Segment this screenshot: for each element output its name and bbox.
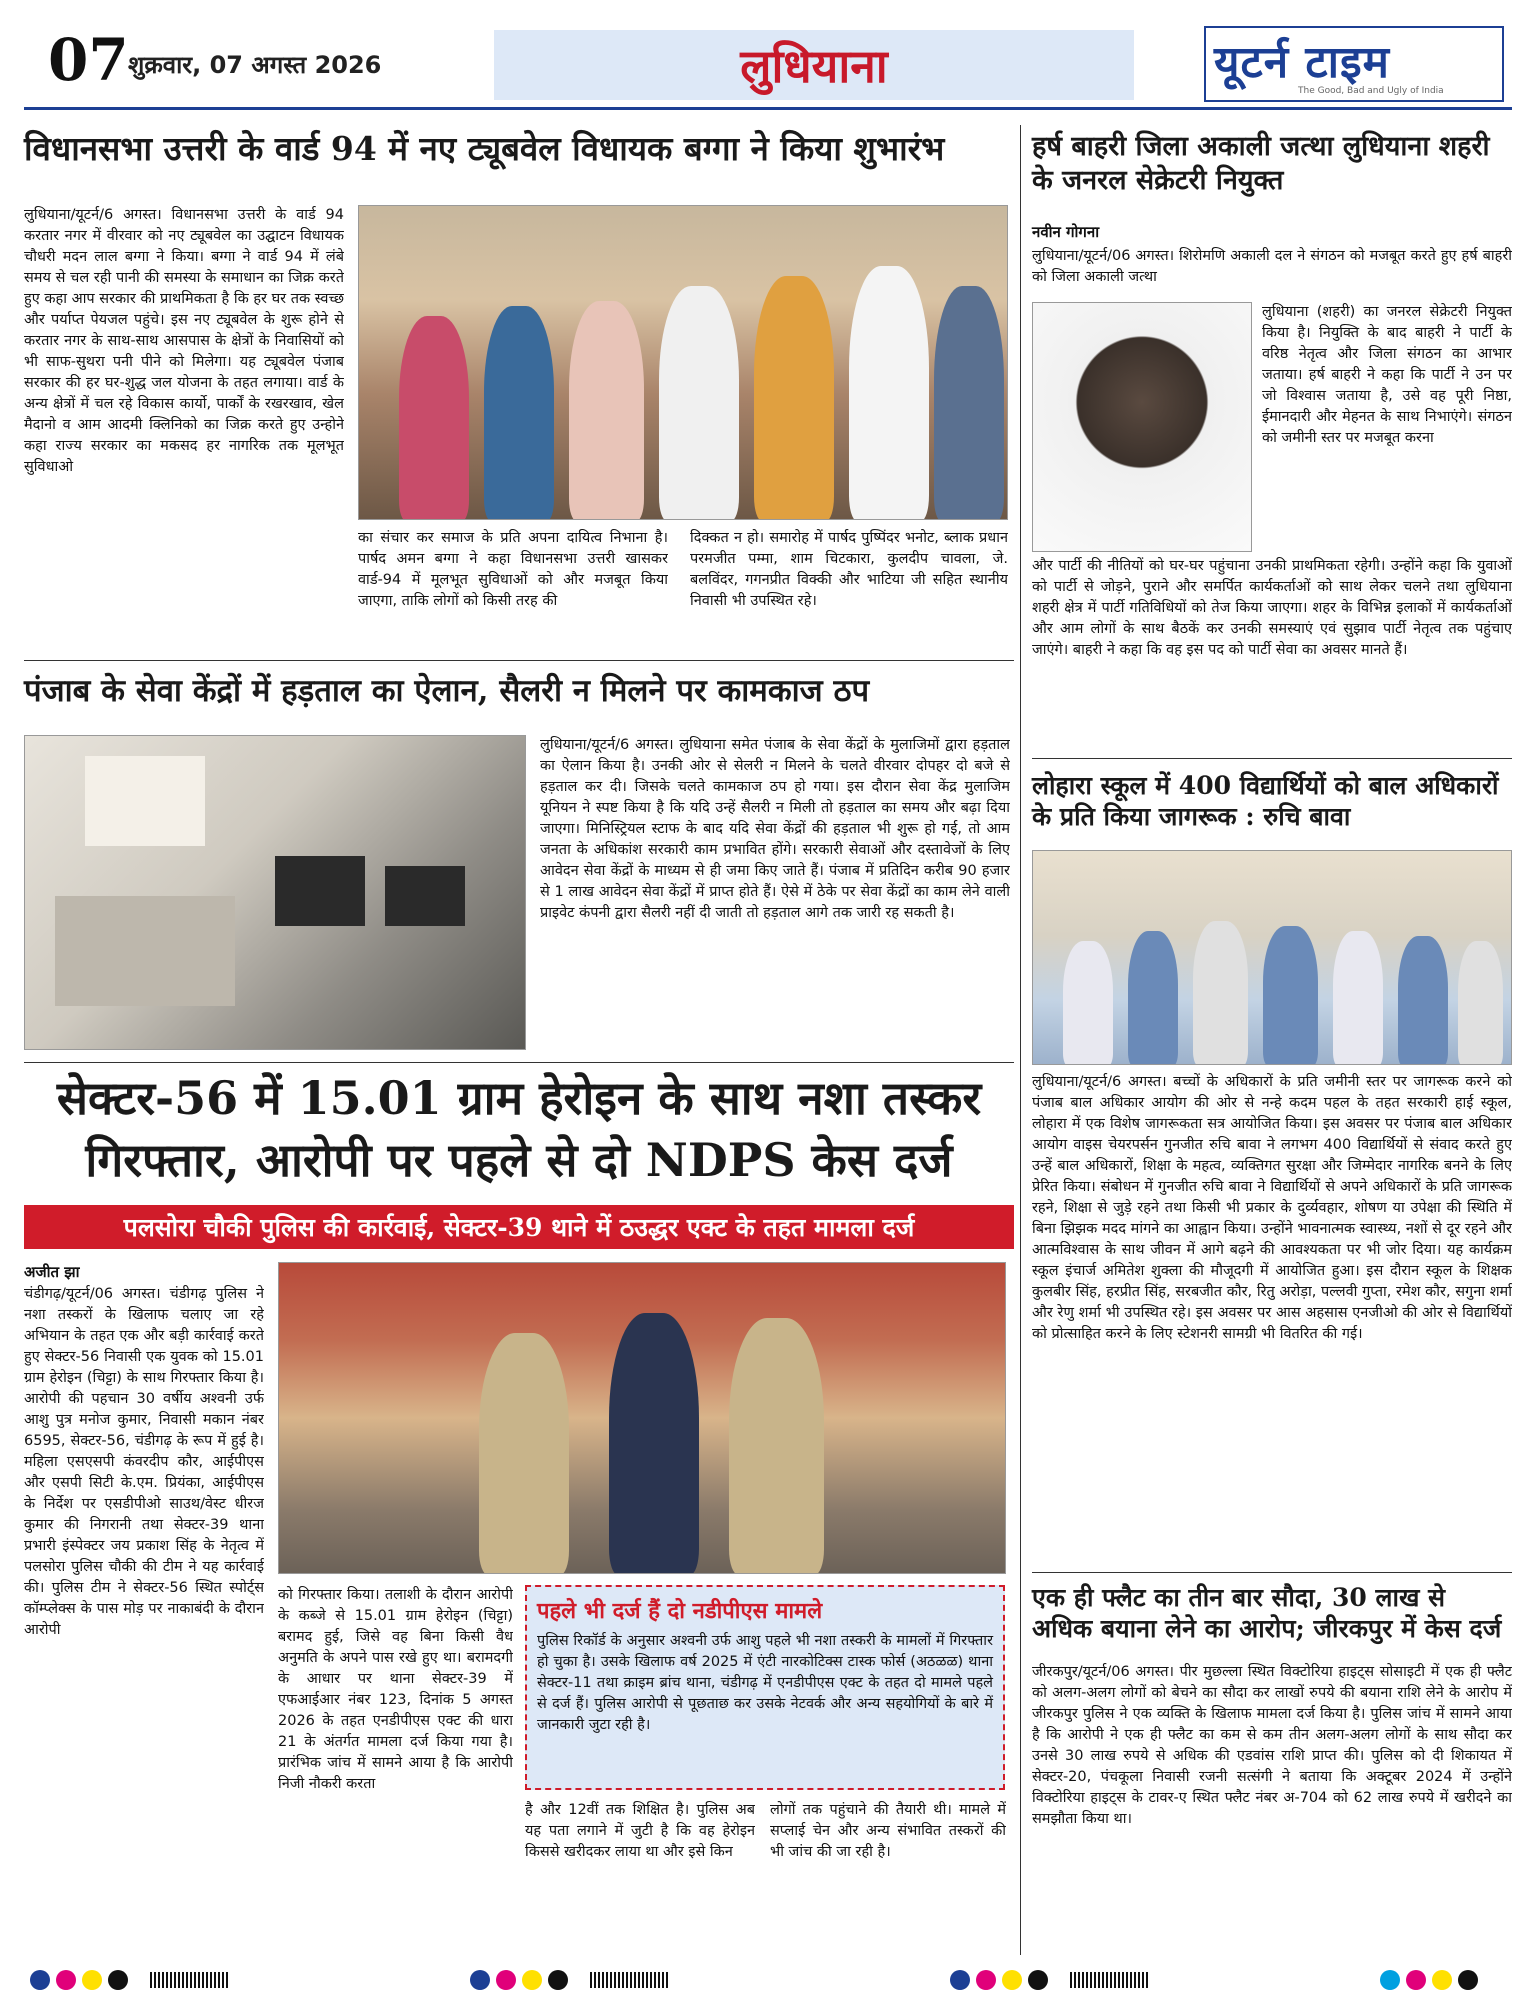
divider	[1032, 1572, 1512, 1573]
article1-col3: दिक्कत न हो। समारोह में पार्षद पुष्पिंदर भनोट, ब्लाक प्रधान परमजीत पम्मा, शाम चिटकारा, कुलदीप चावला, जे. बलविंदर, गगनप्रीत विक्की और भाटिया जी सहित स्थानीय निवासी भी उपस्थित रहे।	[690, 530, 1008, 610]
article4-headline: लोहारा स्कूल में 400 विद्यार्थियों को बाल अधिकारों के प्रति किया जागरूक : रुचि बावा	[1032, 771, 1499, 832]
article5-banner	[24, 1205, 1014, 1249]
article2-rest: और पार्टी की नीतियों को घर-घर पहुंचाना उनकी प्राथमिकता रहेगी। उन्होंने कहा कि युवाओं को पार्टी से जोड़ने, पुराने और समर्पित कार्यकर्ताओं को साथ लेकर चलने तथा लुधियाना शहरी क्षेत्र में पार्टी गतिविधियों को तेज किया जाएगा। शहर के विभिन्न इलाकों में कार्यकर्ताओं और आम लोगों के साथ बैठकें कर उनकी समस्याएं एवं सुझाव पार्टी नेतृत्व तक पहुंचाए जाएंगे। बाहरी ने कहा कि वह इस पद को पार्टी सेवा का अवसर मानते हैं।	[1032, 558, 1512, 659]
stripe-mark	[150, 1972, 230, 1988]
article2-headline: हर्ष बाहरी जिला अकाली जत्था लुधियाना शहरी के जनरल सेक्रेटरी नियुक्त	[1032, 131, 1490, 196]
article4-body: लुधियाना/यूटर्न/6 अगस्त। बच्चों के अधिकारों के प्रति जमीनी स्तर पर जागरूक करने को पंजाब बाल अधिकार आयोग की ओर से नन्हे कदम पहल के तहत सरकारी हाई स्कूल, लोहारा में एक विशेष जागरूकता सत्र आयोजित किया। इस अवसर पर पंजाब बाल अधिकार आयोग वाइस चेयरपर्सन गुनजीत रुचि बावा ने लगभग 400 विद्यार्थियों से संवाद करते हुए उन्हें बाल अधिकारों, शिक्षा के महत्व, व्यक्तिगत सुरक्षा और जिम्मेदार नागरिक बनने के लिए प्रेरित किया। संबोधन में गुनजीत रुचि बावा ने विद्यार्थियों से अपने अधिकारों के प्रति जागरूक रहने, शिक्षा से जुड़े रहने तथा किसी भी प्रकार के दुर्व्यवहार, शोषण या उपेक्षा की स्थिति में बिना झिझक मदद मांगने का आह्वान किया। उन्होंने भावनात्मक स्वास्थ्य, नशों से दूर रहने और आत्मविश्वास के साथ जीवन में आगे बढ़ने की आवश्यकता पर भी जोर दिया। यह कार्यक्रम स्कूल इंचार्ज अमितेश शुक्ला की मौजूदगी में आयोजित हुआ। इस दौरान स्कूल के शिक्षक कुलबीर सिंह, हरप्रीत सिंह, सरबजीत कौर, रितु अरोड़ा, पल्लवी गुप्ता, रमेश कौर, सगुना शर्मा और रेणु शर्मा भी उपस्थित रहे। इस अवसर पर आस अहसास एनजीओ की ओर से विद्यार्थियों को प्रोत्साहित करने के लिए स्टेशनरी सामग्री भी वितरित की गई।	[1032, 1074, 1512, 1343]
article2-photo	[1032, 302, 1252, 552]
article5-sidebox-body: पुलिस रिकॉर्ड के अनुसार अश्वनी उर्फ आशु पहले भी नशा तस्करी के मामलों में गिरफ्तार हो चुका है। उसके खिलाफ वर्ष 2025 में एंटी नारकोटिक्स टास्क फोर्स (अठळळ) थाना सेक्टर-11 तथा क्राइम ब्रांच थाना, चंडीगढ़ में एनडीपीएस एक्ट के तहत दो मामले पहले से दर्ज हैं। पुलिस आरोपी से पूछताछ कर उसके नेटवर्क और अन्य सहयोगियों के बारे में जानकारी जुटा रही है।	[537, 1633, 993, 1734]
color-dots-right	[950, 1970, 1048, 1990]
article4-photo	[1032, 850, 1512, 1065]
column-divider	[1020, 125, 1021, 1955]
stripe-mark	[590, 1972, 670, 1988]
color-dots-center	[470, 1970, 568, 1990]
article1-headline: विधानसभा उत्तरी के वार्ड 94 में नए ट्यूबवेल विधायक बग्गा ने किया शुभारंभ	[24, 129, 945, 168]
color-dots-far-right	[1380, 1970, 1478, 1990]
article2-lead: लुधियाना/यूटर्न/06 अगस्त। शिरोमणि अकाली दल ने संगठन को मजबूत करते हुए हर्ष बाहरी को जिला अकाली जत्था	[1032, 248, 1512, 286]
divider	[24, 1062, 1014, 1063]
article6-body: जीरकपुर/यूटर्न/06 अगस्त। पीर मुछल्ला स्थित विक्टोरिया हाइट्स सोसाइटी में एक ही फ्लैट को अलग-अलग लोगों को बेचने का सौदा कर लाखों रुपये की बयाना राशि लेने के आरोप में जीरकपुर पुलिस ने एक व्यक्ति के खिलाफ मामला दर्ज किया है। पुलिस जांच में सामने आया है कि आरोपी ने एक ही फ्लैट का कम से कम तीन अलग-अलग लोगों के साथ सौदा कर उनसे 30 लाख रुपये से अधिक की एडवांस राशि प्राप्त की। पुलिस को दी शिकायत में सेक्टर-20, पंचकूला निवासी रजनी सत्संगी ने बताया कि अक्टूबर 2024 में उन्होंने विक्टोरिया हाइट्स के टावर-ए स्थित फ्लैट नंबर अ-704 को 62 लाख रुपये में खरीदने का समझौता किया था।	[1032, 1664, 1512, 1828]
divider	[1032, 758, 1512, 759]
article2-beside-photo: लुधियाना (शहरी) का जनरल सेक्रेटरी नियुक्त किया है। नियुक्ति के बाद बाहरी ने पार्टी के वरिष्ठ नेतृत्व और जिला संगठन का आभार जताया। हर्ष बाहरी ने कहा कि पार्टी ने उन पर जो विश्वास जताया है, उसे वह पूरी निष्ठा, ईमानदारी और मेहनत के साथ निभाएंगे। संगठन को जमीनी स्तर पर मजबूत करना	[1262, 304, 1512, 447]
registration-marks	[0, 1962, 1536, 2002]
article5-headline-line2: गिरफ्तार, आरोपी पर पहले से दो NDPS केस दर्ज	[85, 1133, 953, 1187]
date-line: शुक्रवार, 07 अगस्त 2026	[128, 51, 382, 79]
article5-author: अजीत झा	[24, 1263, 80, 1281]
article5-col2: को गिरफ्तार किया। तलाशी के दौरान आरोपी के कब्जे से 15.01 ग्राम हेरोइन (चिट्टा) बरामद हुई, जिसे वह बिना किसी वैध अनुमति के अपने पास रखे हुए था। बरामदगी के आधार पर थाना सेक्टर-39 में एफआईआर नंबर 123, दिनांक 5 अगस्त 2026 के तहत एनडीपीएस एक्ट की धारा 21 के अंतर्गत मामला दर्ज किया गया है। प्रारंभिक जांच में सामने आया है कि आरोपी निजी नौकरी करता	[278, 1587, 513, 1793]
article5-col4: लोगों तक पहुंचाने की तैयारी थी। मामले में सप्लाई चेन और अन्य संभावित तस्करों की भी जांच की जा रही है।	[770, 1802, 1006, 1861]
page-number: 07	[48, 26, 129, 94]
article3-body: लुधियाना/यूटर्न/6 अगस्त। लुधियाना समेत पंजाब के सेवा केंद्रों के मुलाजिमों द्वारा हड़ताल का ऐलान किया है। उनकी ओर से सेलरी न मिलने के चलते वीरवार दोपहर दो बजे से हड़ताल कर दी। जिसके चलते कामकाज ठप हो गया। इस दौरान सेवा केंद्र मुलाजिम यूनियन ने स्पष्ट किया है कि यदि उन्हें सैलरी न मिली तो हड़ताल का समय और बढ़ा दिया जाएगा। मिनिस्ट्रियल स्टाफ के बाद यदि सेवा केंद्रों की हड़ताल भी शुरू हो गई, तो आम जनता के अधिकांश सरकारी काम प्रभावित होंगे। सरकारी सेवाओं और दस्तावेजों के लिए आवेदन सेवा केंद्रों के माध्यम से ही जमा किए जाते हैं। पंजाब में प्रतिदिन करीब 90 हजार से 1 लाख आवेदन सेवा केंद्रों में प्राप्त होते हैं। ऐसे में ठेके पर सेवा केंद्रों का काम लेने वाली प्राइवेट कंपनी द्वारा सैलरी नहीं दी जाती तो हड़ताल आगे तक जारी रह सकती है।	[540, 737, 1010, 922]
article1-photo	[358, 205, 1008, 520]
article5-col3: है और 12वीं तक शिक्षित है। पुलिस अब यह पता लगाने में जुटी है कि वह हेरोइन किससे खरीदकर लाया था और इसे किन	[525, 1802, 755, 1861]
brand-logo	[1204, 26, 1504, 102]
masthead	[24, 20, 1512, 110]
article3-photo	[24, 735, 526, 1050]
article1-col1: लुधियाना/यूटर्न/6 अगस्त। विधानसभा उत्तरी के वार्ड 94 करतार नगर में वीरवार को नए ट्यूबवेल का उद्घाटन विधायक चौधरी मदन लाल बग्गा ने किया। बग्गा ने वार्ड 94 में लंबे समय से चल रही पानी की समस्या के समाधान का जिक्र करते हुए कहा आप सरकार की प्राथमिकता है कि हर घर तक स्वच्छ और पर्याप्त पेयजल पहुंचे। इस नए ट्यूबवेल के शुरू होने से करतार नगर के साथ-साथ आसपास के क्षेत्रों के निवासियों को भी साफ-सुथरा पनी पीने को मिलेगा। यह ट्यूबवेल पंजाब सरकार की हर घर-शुद्ध जल योजना के तहत लगाया। वार्ड के अन्य क्षेत्रों में चल रहे विकास कार्यो, पार्कों के रखरखाव, खेल मैदानो व आम आदमी क्लिनिको का जिक्र करते हुए उन्होने कहा राज्य सरकार का मकसद हर नागरिक तक मूलभूत सुविधाओ	[24, 207, 344, 476]
article1-col2: का संचार कर समाज के प्रति अपना दायित्व निभाना है। पार्षद अमन बग्गा ने कहा विधानसभा उत्तरी खासकर वार्ड-94 में मूलभूत सुविधाओं को और मजबूत किया जाएगा, ताकि लोगों को किसी तरह की	[358, 530, 668, 610]
article3-headline: पंजाब के सेवा केंद्रों में हड़ताल का ऐलान, सैलरी न मिलने पर कामकाज ठप	[24, 673, 870, 709]
article5-headline-line1: सेक्टर-56 में 15.01 ग्राम हेरोइन के साथ नशा तस्कर	[56, 1071, 982, 1125]
brand-tagline: The Good, Bad and Ugly of India	[1298, 86, 1444, 96]
article5-photo	[278, 1262, 1006, 1574]
brand-name: यूटर्न टाइम	[1214, 37, 1390, 88]
article6-headline: एक ही फ्लैट का तीन बार सौदा, 30 लाख से अधिक बयाना लेने का आरोप; जीरकपुर में केस दर्ज	[1032, 1583, 1502, 1644]
article2-author: नवीन गोगना	[1032, 223, 1100, 241]
color-dots-left	[30, 1970, 128, 1990]
stripe-mark	[1070, 1972, 1150, 1988]
section-title: लुधियाना	[740, 39, 888, 93]
article5-sidebox	[525, 1585, 1005, 1790]
article5-banner-text: पलसोरा चौकी पुलिस की कार्रवाई, सेक्टर-39 थाने में ठउद्धर एक्ट के तहत मामला दर्ज	[123, 1213, 915, 1242]
section-banner	[494, 30, 1134, 100]
article5-col1: चंडीगढ़/यूटर्न/06 अगस्त। चंडीगढ़ पुलिस ने नशा तस्करों के खिलाफ चलाए जा रहे अभियान के तहत एक और बड़ी कार्रवाई करते हुए सेक्टर-56 निवासी एक युवक को 15.01 ग्राम हेरोइन (चिट्टा) के साथ गिरफ्तार किया है। आरोपी की पहचान 30 वर्षीय अश्वनी उर्फ आशु पुत्र मनोज कुमार, निवासी मकान नंबर 6595, सेक्टर-56, चंडीगढ़ के रूप में हुई है। महिला एसएसपी कंवरदीप कौर, आईपीएस और एसपी सिटी के.एम. प्रियंका, आईपीएस के निर्देश पर एसडीपीओ साउथ/वेस्ट धीरज कुमार की निगरानी तथा सेक्टर-39 थाना प्रभारी इंस्पेक्टर जय प्रकाश सिंह के नेतृत्व में पलसोरा पुलिस चौकी की टीम ने यह कार्रवाई की। पुलिस टीम ने सेक्टर-56 स्थित स्पोर्ट्स कॉम्प्लेक्स के पास मोड़ पर नाकाबंदी के दौरान आरोपी	[24, 1286, 264, 1639]
divider	[24, 660, 1014, 661]
article5-sidebox-title: पहले भी दर्ज हैं दो नडीपीएस मामले	[537, 1598, 823, 1624]
